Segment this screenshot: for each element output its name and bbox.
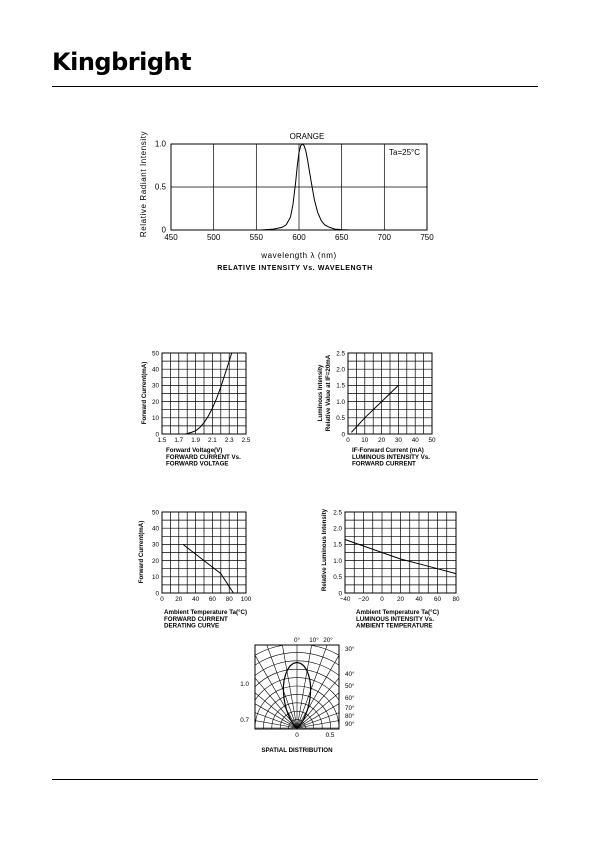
x-tick-label: 0 <box>346 437 350 444</box>
x-axis-label: IF-Forward Current (mA) <box>352 447 424 454</box>
x-axis-label: Ambient Temperature Ta(°C) <box>164 609 248 616</box>
y-tick-label: 10 <box>151 415 159 423</box>
y-tick-label: 2.5 <box>333 509 342 517</box>
angle-label: 0° <box>293 637 301 644</box>
x-tick-label: 1.5 <box>157 437 167 444</box>
brand-logo: Kingbright <box>52 48 192 76</box>
x-tick-label: 2.1 <box>208 437 217 444</box>
y-tick-label: 50 <box>151 509 159 517</box>
y-tick-label: 10 <box>151 574 159 582</box>
chart-caption: FORWARD CURRENT <box>164 616 228 623</box>
y-tick-label: 20 <box>151 398 159 406</box>
chart-luminous_vs_temp <box>321 508 460 629</box>
y-tick-label: 1.0 <box>154 139 166 149</box>
x-tick-label: 60 <box>208 596 216 603</box>
angle-label: 10° <box>309 637 319 644</box>
data-line <box>351 385 398 432</box>
bottom-label: 0 <box>295 732 299 739</box>
x-tick-label: 20 <box>396 596 405 603</box>
x-tick-label: 10 <box>361 437 369 444</box>
angle-label: 50° <box>345 683 355 690</box>
radial-label: 0.7 <box>240 717 249 724</box>
y-tick-label: 0 <box>338 590 342 598</box>
y-tick-label: 2.0 <box>336 366 345 374</box>
y-tick-label: 0.5 <box>336 415 345 423</box>
x-tick-label: 700 <box>377 233 392 242</box>
x-tick-label: 30 <box>394 437 402 444</box>
x-tick-label: 0 <box>160 596 164 603</box>
y-tick-label: 20 <box>151 557 159 565</box>
chart-caption: DERATING CURVE <box>164 622 220 630</box>
y-tick-label: 1.5 <box>333 541 342 549</box>
bottom-label: 0.5 <box>325 732 335 739</box>
angle-label: 40° <box>345 671 355 678</box>
x-tick-label: 2.3 <box>224 437 234 444</box>
x-tick-label: 40 <box>192 596 200 603</box>
spatial-grid <box>196 627 398 812</box>
x-tick-label: 60 <box>433 596 442 603</box>
angle-label: 80° <box>345 713 355 720</box>
y-tick-label: 2.5 <box>336 350 345 358</box>
x-tick-label: −40 <box>339 596 351 603</box>
y-tick-label: 0 <box>161 225 166 235</box>
radial-label: 1.0 <box>240 681 249 688</box>
x-tick-label: 1.9 <box>191 437 200 444</box>
angle-label: 20° <box>323 637 333 644</box>
y-tick-label: 0 <box>341 431 345 439</box>
x-tick-label: 80 <box>225 596 233 603</box>
chart-caption: LUMINOUS INTENSITY Vs. <box>352 454 430 461</box>
y-tick-label: 1.5 <box>336 382 345 390</box>
y-tick-label: 40 <box>151 525 159 533</box>
angle-label: 90° <box>345 721 355 728</box>
chart-derating <box>138 509 252 629</box>
x-tick-label: 100 <box>240 596 252 603</box>
x-tick-label: 750 <box>420 233 434 242</box>
y-tick-label: 0 <box>155 431 159 439</box>
chart-caption: FORWARD CURRENT Vs. <box>166 454 241 461</box>
x-axis-label: Ambient Temperature Ta(°C) <box>356 609 440 616</box>
chart-caption: SPATIAL DISTRIBUTION <box>261 747 333 754</box>
chart-caption: FORWARD CURRENT <box>352 460 416 468</box>
chart-spatial <box>196 627 398 812</box>
chart-luminous_vs_if <box>317 350 436 467</box>
y-tick-label: 40 <box>151 366 159 374</box>
chart-title: ORANGE <box>289 132 325 141</box>
angle-label: 70° <box>345 705 355 712</box>
chart-iv <box>141 350 251 467</box>
x-tick-label: 20 <box>175 596 183 603</box>
y-axis-label: Relative Radiant Intensity <box>139 130 148 238</box>
temperature-annotation: Ta=25°C <box>389 148 420 157</box>
x-tick-label: 1.7 <box>174 437 184 444</box>
y-tick-label: 1.0 <box>333 557 342 565</box>
x-tick-label: 40 <box>415 596 423 603</box>
x-tick-label: 450 <box>164 233 178 242</box>
y-tick-label: 1.0 <box>336 398 345 406</box>
y-axis-label: Forward Current(mA) <box>138 520 145 584</box>
x-tick-label: −20 <box>358 596 369 603</box>
chart-caption: RELATIVE INTENSITY Vs. WAVELENGTH <box>217 265 373 272</box>
y-axis-label-1: Luminous Intensity <box>317 364 324 422</box>
y-tick-label: 2.0 <box>333 525 342 533</box>
y-tick-label: 0.5 <box>154 182 166 192</box>
chart-spectrum <box>139 131 434 272</box>
x-tick-label: 500 <box>206 233 221 242</box>
x-tick-label: 80 <box>452 596 460 603</box>
x-tick-label: 40 <box>411 437 419 444</box>
x-tick-label: 50 <box>428 437 436 444</box>
chart-caption: LUMINOUS INTENSITY Vs. <box>356 616 434 623</box>
x-axis-label: wavelength λ (nm) <box>261 251 337 260</box>
y-tick-label: 30 <box>151 541 159 549</box>
x-tick-label: 550 <box>249 233 264 242</box>
chart-caption: FORWARD VOLTAGE <box>166 460 229 468</box>
x-axis-label: Forward Voltage(V) <box>166 447 223 454</box>
y-axis-label-2: Relative Value at IF=20mA <box>325 354 332 432</box>
angle-label: 60° <box>345 695 355 702</box>
chart-caption: AMBIENT TEMPERATURE <box>356 622 433 630</box>
x-tick-label: 600 <box>292 233 306 242</box>
x-tick-label: 2.5 <box>241 437 251 444</box>
y-tick-label: 0 <box>155 590 159 598</box>
y-tick-label: 50 <box>151 350 159 358</box>
y-tick-label: 0.5 <box>333 574 342 582</box>
y-tick-label: 30 <box>151 382 159 390</box>
y-axis-label: Relative Luminous Intensity <box>321 508 328 592</box>
y-axis-label: Forward Current(mA) <box>141 361 148 425</box>
x-tick-label: 0 <box>380 596 384 603</box>
x-tick-label: 650 <box>334 233 349 242</box>
x-tick-label: 20 <box>378 437 386 444</box>
angle-label: 30° <box>345 646 355 653</box>
